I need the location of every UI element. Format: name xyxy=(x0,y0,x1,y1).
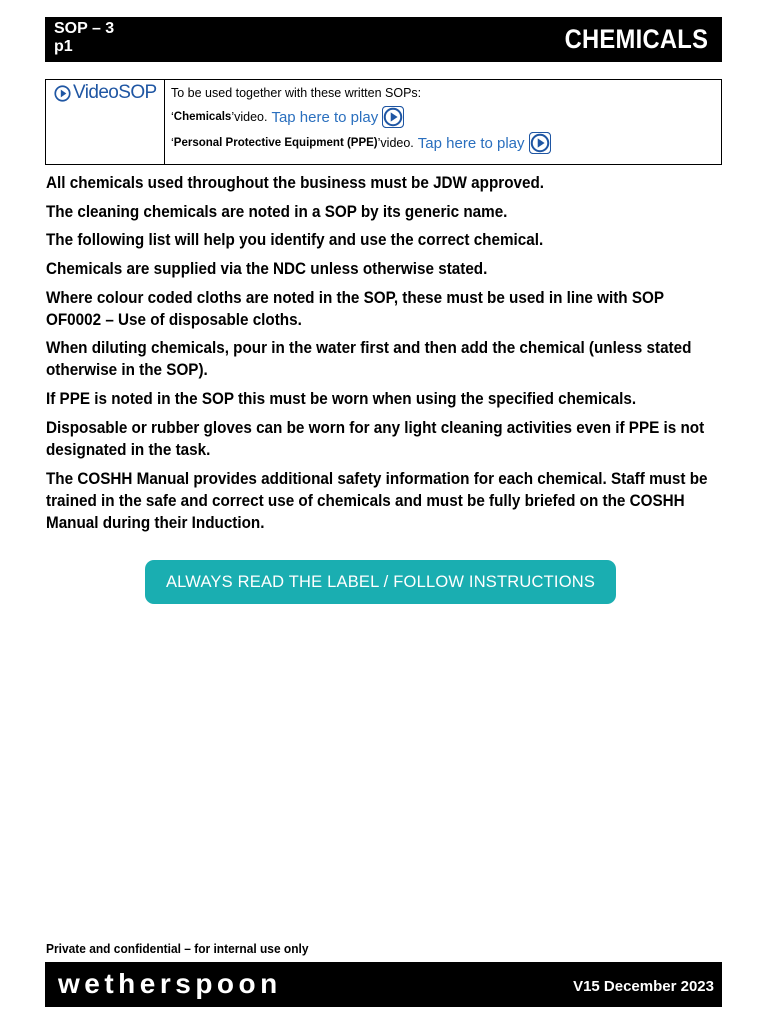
body-paragraph: When diluting chemicals, pour in the water first and then add the chemical (unless stated otherwise in the SOP). xyxy=(46,339,692,380)
body-paragraph: The following list will help you identify and use the correct chemical. xyxy=(46,231,544,250)
page-title: CHEMICALS xyxy=(564,24,708,54)
tap-to-play-link-ppe[interactable]: Tap here to play xyxy=(417,134,525,152)
video-sop-logo-cell xyxy=(46,80,165,164)
video-item-suffix: video. xyxy=(380,136,414,150)
version-label: V15 December 2023 xyxy=(573,978,714,995)
confidential-notice: Private and confidential – for internal use only xyxy=(46,941,309,956)
body-paragraph: All chemicals used throughout the business must be JDW approved. xyxy=(46,174,545,192)
body-paragraph: The COSHH Manual provides additional safety information for each chemical. Staff must be trained in the safe and correct use of chemicals and must be fully briefed on the COSHH Manual during their Induction. xyxy=(46,469,708,532)
warning-banner: ALWAYS READ THE LABEL / FOLLOW INSTRUCTIONS xyxy=(145,560,616,604)
video-intro: To be used together with these written SOPs: xyxy=(171,86,422,100)
video-item-name: Personal Protective Equipment (PPE) xyxy=(173,137,378,149)
play-button-icon[interactable] xyxy=(382,106,404,128)
sop-label xyxy=(54,20,114,56)
video-item-ppe: ‘ Personal Protective Equipment (PPE) ’ video. Tap here to play xyxy=(171,132,551,154)
logo-video-text: Video xyxy=(73,82,119,103)
body-paragraph: Chemicals are supplied via the NDC unless otherwise stated. xyxy=(46,260,488,279)
sop-number: SOP – 3 xyxy=(54,20,115,37)
tap-to-play-link-chemicals[interactable]: Tap here to play xyxy=(271,108,379,126)
play-button-icon[interactable] xyxy=(529,132,551,154)
body-paragraph: If PPE is noted in the SOP this must be worn when using the specified chemicals. xyxy=(46,390,637,409)
video-item-name: Chemicals xyxy=(173,111,232,123)
video-sop-logo xyxy=(54,82,157,104)
video-item-chemicals: ‘ Chemicals ’ video. Tap here to play xyxy=(171,106,404,128)
video-sop-text-cell xyxy=(165,80,721,164)
page-header xyxy=(45,17,722,62)
body-paragraph: The cleaning chemicals are noted in a SOP by its generic name. xyxy=(46,202,508,221)
logo-sop-text: SOP xyxy=(118,82,157,103)
play-circle-icon xyxy=(54,85,71,102)
page-footer xyxy=(45,962,722,1007)
video-item-suffix: video. xyxy=(234,110,268,124)
page-number: p1 xyxy=(54,38,73,55)
brand-logo: wetherspoon xyxy=(58,968,282,999)
body-text xyxy=(46,172,708,540)
body-paragraph: Where colour coded cloths are noted in the SOP, these must be used in line with SOP OF0002 – Use of disposable cloths. xyxy=(46,288,664,329)
video-sop-box xyxy=(45,79,722,165)
body-paragraph: Disposable or rubber gloves can be worn for any light cleaning activities even if PPE is not designated in the task. xyxy=(46,418,705,459)
